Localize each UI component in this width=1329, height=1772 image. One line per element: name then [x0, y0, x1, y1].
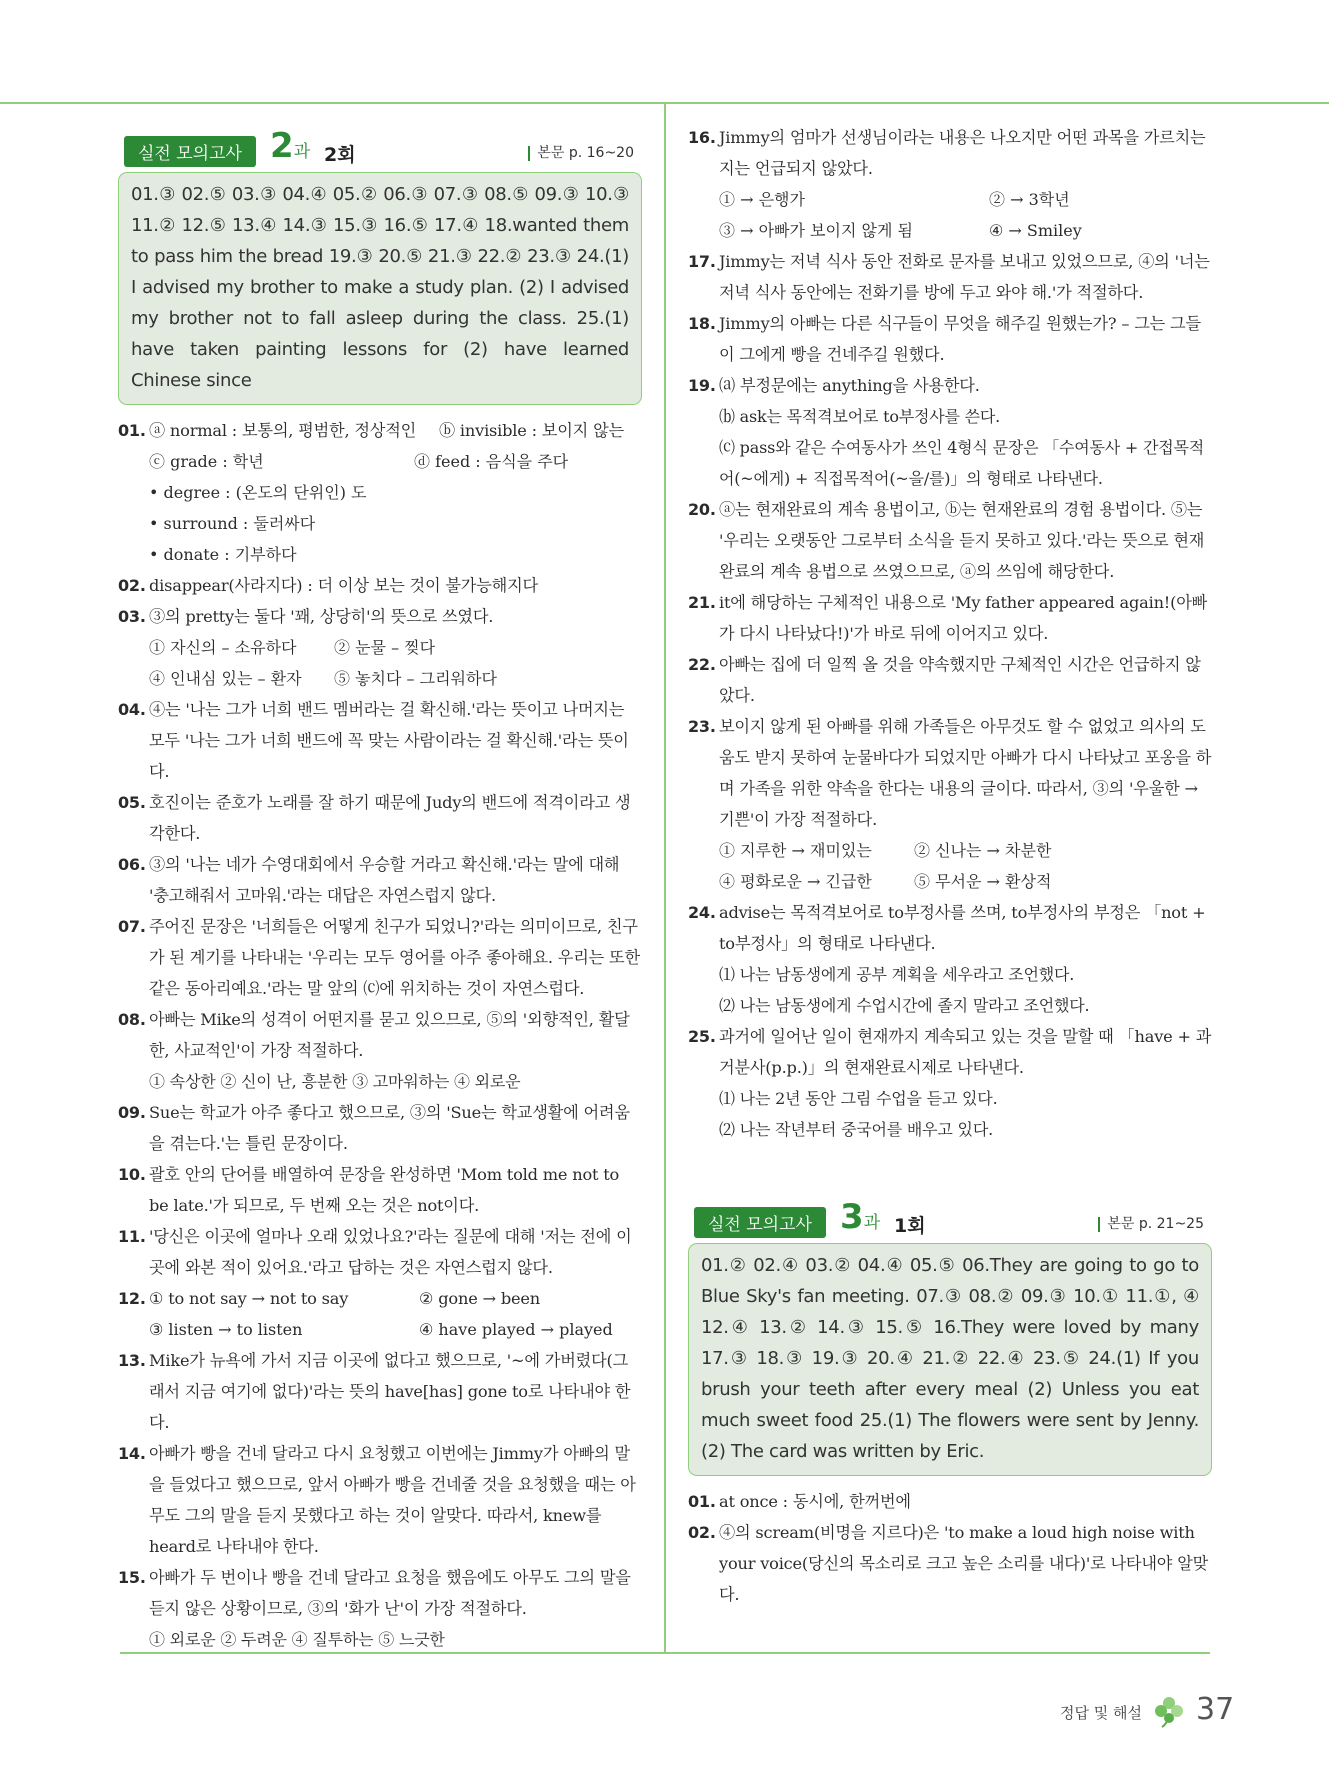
- left-column: [118, 120, 642, 1655]
- explanation-24: 24. advise는 목적격보어로 to부정사를 쓰며, to부정사의 부정은 「not + to부정사」의 형태로 나타낸다.: [688, 903, 1206, 953]
- explanation-11: 11. '당신은 이곳에 얼마나 오래 있었나요?'라는 질문에 대해 '저는 전에 이곳에 와본 적이 있어요.'라고 답하는 것은 자연스럽지 않다.: [118, 1227, 632, 1277]
- explanation-01: 01. ⓐ normal : 보통의, 평범한, 정상적인 ⓑ invisible : 보이지 않는: [118, 421, 624, 440]
- explanation-03: 03. ③의 pretty는 둘다 '꽤, 상당히'의 뜻으로 쓰였다.: [118, 607, 494, 626]
- explanation-25: 25. 과거에 일어난 일이 현재까지 계속되고 있는 것을 말할 때 「have + 과거분사(p.p.)」의 현재완료시제로 나타낸다.: [688, 1027, 1212, 1077]
- right-column: 16. Jimmy의 엄마가 선생님이라는 내용은 나오지만 어떤 과목을 가르치는지는 언급되지 않았다. ① → 은행가 ② → 3학년 ③ → 아빠가 보이지 않게 됨 ④ → Smiley 17. Jimmy는 저녁 식사 동안 전화로 문자를 보내고 있었으므로, ④의 '너는 저녁 식사 동안에는 전화기를 방에 두고 와야 해.'가 적절하다. 18. Jimmy의 아빠는 다른 식구들이 무엇을 해주길 원했는가? – 그는 그들이 그에게 빵을 건네주길 원했다. 19. ⒜ 부정문에는 anything을 사용한다. ⒝ ask는 목적격보어로 to부정사를 쓴다. ⒞ pass와 같은 수여동사가 쓰인 4형식 문장은 「수여동사 + 간접목적어(~에게) + 직접목적어(~을/를)」의 형태로 나타낸다. 20. ⓐ는 현재완료의 계속 용법이고, ⓑ는 현재완료의 경험 용법이다. ⑤는 '우리는 오랫동안 그로부터 소식을 듣지 못하고 있다.'라는 뜻으로 현재완료의 계속 용법으로 쓰였으므로, ⓐ의 쓰임에 해당한다. 21. it에 해당하는 구체적인 내용으로 'My father appeared again!(아빠가 다시 나타났다!)'가 바로 뒤에 이어지고 있다. 22. 아빠는 집에 더 일찍 올 것을 약속했지만 구체적인 시간은 언급하지 않았다. 23. 보이지 않게 된 아빠를 위해 가족들은 아무것도 할 수 없었고 의사의 도움도 받지 못하여 눈물바다가 되었지만 아빠가 다시 나타났고 포옹을 하며 가족을 위한 약속을 한다는 내용의 글이다. 따라서, ③의 '우울한 → 기쁜'이 가장 적절하다. ① 지루한 → 재미있는 ② 신나는 → 차분한 ④ 평화로운 → 긴급한 ⑤ 무서운 → 환상적 24. advise는 목적격보어로 to부정사를 쓰며, to부정사의 부정은 「not + to부정사」의 형태로 나타낸다. ⑴ 나는 남동생에게 공부 계획을 세우라고 조언했다. ⑵ 나는 남동생에게 수업시간에 졸지 말라고 조언했다. 25. 과거에 일어난 일이 현재까지 계속되고 있는 것을 말할 때 「have + 과거분사(p.p.)」의 현재완료시제로 나타낸다. ⑴ 나는 2년 동안 그림 수업을 듣고 있다. ⑵ 나는 작년부터 중국어를 배우고 있다. 실전 모의고사 3과 1회 본문 p. 21~25 01.② 02.④ 03.② 04.④ 05.⑤ 06.They are going to go to Blue Sky's fan meeting. 07.③ 08.② 09.③ 10.① 11.①, ④ 12.④ 13.② 14.③ 15.⑤ 16.They were loved by many 17.③ 18.③ 19.③ 20.④ 21.② 22.④ 23.⑤ 24.(1) If you brush your teeth after every meal (2) Unless you eat much sweet food 25.(1) The flowers were sent by Jenny. (2) The card was written by Eric. 01. at once : 동시에, 한꺼번에 02. ④의 scream(비명을 지르다)은 'to make a loud high noise with your voice(당신의 목소리로 크고 높은 소리를 내다)'로 나타내야 알맞다.: [688, 122, 1212, 1610]
- explanation-02: 02. disappear(사라지다) : 더 이상 보는 것이 불가능해지다: [118, 576, 538, 595]
- answer-key-box: [688, 1243, 1212, 1476]
- clover-leaf-icon: [1152, 1694, 1186, 1732]
- explanation-04: 04. ④는 '나는 그가 너희 밴드 멤버라는 걸 확신해.'라는 뜻이고 나머지는 모두 '나는 그가 너희 밴드에 꼭 맞는 사람이라는 걸 확신해.'라는 뜻이다.: [118, 700, 629, 781]
- explanation-01: 01. at once : 동시에, 한꺼번에: [688, 1492, 911, 1511]
- lesson-number: 2과: [270, 126, 310, 166]
- explanation-19: 19. ⒜ 부정문에는 anything을 사용한다.: [688, 376, 980, 395]
- answer-key-text: 01.② 02.④ 03.② 04.④ 05.⑤ 06.They are going to go to Blue Sky's fan meeting. 07.③ 08.② 09.③ 10.① 11.①, ④ 12.④ 13.② 14.③ 15.⑤ 16.They were loved by many 17.③ 18.③ 19.③ 20.④ 21.② 22.④ 23.⑤ 24.(1) If you brush your teeth after every meal (2) Unless you eat much sweet food 25.(1) The flowers were sent by Jenny. (2) The card was written by Eric.: [701, 1255, 1199, 1462]
- explanation-20: 20. ⓐ는 현재완료의 계속 용법이고, ⓑ는 현재완료의 경험 용법이다. ⑤는 '우리는 오랫동안 그로부터 소식을 듣지 못하고 있다.'라는 뜻으로 현재완료의 계속 용법으로 쓰였으므로, ⓐ의 쓰임에 해당한다.: [688, 500, 1205, 581]
- section-header-lesson2: [118, 120, 642, 172]
- section-badge: 실전 모의고사: [694, 1207, 826, 1238]
- section-badge: 실전 모의고사: [124, 136, 256, 167]
- explanation-09: 09. Sue는 학교가 아주 좋다고 했으므로, ③의 'Sue는 학교생활에 어려움을 겪는다.'는 틀린 문장이다.: [118, 1103, 630, 1153]
- explanation-10: 10. 괄호 안의 단어를 배열하여 문장을 완성하면 'Mom told me not to be late.'가 되므로, 두 번째 오는 것은 not이다.: [118, 1165, 620, 1215]
- explanations-left: 01. ⓐ normal : 보통의, 평범한, 정상적인 ⓑ invisible : 보이지 않는 ⓒ grade : 학년 ⓓ feed : 음식을 주다 • degree : (온도의 단위인) 도 • surround : 둘러싸다 • donate : 기부하다 02. disappear(사라지다) : 더 이상 보는 것이 불가능해지다 03. ③의 pretty는 둘다 '꽤, 상당히'의 뜻으로 쓰였다. ① 자신의 – 소유하다 ② 눈물 – 찢다 ④ 인내심 있는 – 환자 ⑤ 놓치다 – 그리워하다 04. ④는 '나는 그가 너희 밴드 멤버라는 걸 확신해.'라는 뜻이고 나머지는 모두 '나는 그가 너희 밴드에 꼭 맞는 사람이라는 걸 확신해.'라는 뜻이다. 05. 호진이는 준호가 노래를 잘 하기 때문에 Judy의 밴드에 적격이라고 생각한다. 06. ③의 '나는 네가 수영대회에서 우승할 거라고 확신해.'라는 말에 대해 '충고해줘서 고마워.'라는 대답은 자연스럽지 않다. 07. 주어진 문장은 '너희들은 어떻게 친구가 되었니?'라는 의미이므로, 친구가 된 계기를 나타내는 '우리는 모두 영어를 아주 좋아해요. 우리는 또한 같은 동아리예요.'라는 말 앞의 ⒞에 위치하는 것이 자연스럽다. 08. 아빠는 Mike의 성격이 어떤지를 묻고 있으므로, ⑤의 '외향적인, 활달한, 사교적인'이 가장 적절하다. ① 속상한 ② 신이 난, 흥분한 ③ 고마워하는 ④ 외로운 09. Sue는 학교가 아주 좋다고 했으므로, ③의 'Sue는 학교생활에 어려움을 겪는다.'는 틀린 문장이다. 10. 괄호 안의 단어를 배열하여 문장을 완성하면 'Mom told me not to be late.'가 되므로, 두 번째 오는 것은 not이다. 11. '당신은 이곳에 얼마나 오래 있었나요?'라는 질문에 대해 '저는 전에 이곳에 와본 적이 있어요.'라고 답하는 것은 자연스럽지 않다. 12. ① to not say → not to say ② gone → been ③ listen → to listen ④ have played → played 13. Mike가 뉴욕에 가서 지금 이곳에 없다고 했으므로, '~에 가버렸다(그래서 지금 여기에 없다)'라는 뜻의 have[has] gone to로 나타내야 한다. 14. 아빠가 빵을 건네 달라고 다시 요청했고 이번에는 Jimmy가 아빠의 말을 들었다고 했으므로, 앞서 아빠가 빵을 건네줄 것을 요청했을 때는 아무도 그의 말을 듣지 못했다고 하는 것이 알맞다. 따라서, knew를 heard로 나타내야 한다. 15. 아빠가 두 번이나 빵을 건네 달라고 요청을 했음에도 아무도 그의 말을 듣지 않은 상황이므로, ③의 '화가 난'이 가장 적절하다. ① 외로운 ② 두려운 ④ 질투하는 ⑤ 느긋한: [118, 415, 642, 1655]
- explanation-08: 08. 아빠는 Mike의 성격이 어떤지를 묻고 있으므로, ⑤의 '외향적인, 활달한, 사교적인'이 가장 적절하다.: [118, 1010, 630, 1060]
- explanation-14: 14. 아빠가 빵을 건네 달라고 다시 요청했고 이번에는 Jimmy가 아빠의 말을 들었다고 했으므로, 앞서 아빠가 빵을 건네줄 것을 요청했을 때는 아무도 그의 말을 듣지 못했다고 하는 것이 알맞다. 따라서, knew를 heard로 나타내야 한다.: [118, 1444, 636, 1556]
- explanation-16: 16. Jimmy의 엄마가 선생님이라는 내용은 나오지만 어떤 과목을 가르치는지는 언급되지 않았다.: [688, 128, 1206, 178]
- answer-key-text: 01.③ 02.⑤ 03.③ 04.④ 05.② 06.③ 07.③ 08.⑤ 09.③ 10.③ 11.② 12.⑤ 13.④ 14.③ 15.③ 16.⑤ 17.④ 18.wanted them to pass him the bread 19.③ 20.⑤ 21.③ 22.② 23.③ 24.(1) I advised my brother to make a study plan. (2) I advised my brother not to fall asleep during the class. 25.(1) have taken painting lessons for (2) have learned Chinese since: [131, 184, 629, 391]
- explanation-23: 23. 보이지 않게 된 아빠를 위해 가족들은 아무것도 할 수 없었고 의사의 도움도 받지 못하여 눈물바다가 되었지만 아빠가 다시 나타났고 포옹을 하며 가족을 위한 약속을 한다는 내용의 글이다. 따라서, ③의 '우울한 → 기쁜'이 가장 적절하다.: [688, 717, 1212, 829]
- round-label: 1회: [894, 1215, 926, 1237]
- explanation-13: 13. Mike가 뉴욕에 가서 지금 이곳에 없다고 했으므로, '~에 가버렸다(그래서 지금 여기에 없다)'라는 뜻의 have[has] gone to로 나타내야 한다.: [118, 1351, 631, 1432]
- page-reference: 본문 p. 21~25: [1098, 1217, 1204, 1232]
- footer-label: 정답 및 해설: [1060, 1704, 1142, 1722]
- explanation-12: 12. ① to not say → not to say ② gone → been: [118, 1289, 540, 1308]
- page-footer: [0, 1688, 1329, 1738]
- section-header-lesson3: [688, 1191, 1212, 1243]
- explanation-18: 18. Jimmy의 아빠는 다른 식구들이 무엇을 해주길 원했는가? – 그는 그들이 그에게 빵을 건네주길 원했다.: [688, 314, 1201, 364]
- explanation-17: 17. Jimmy는 저녁 식사 동안 전화로 문자를 보내고 있었으므로, ④의 '너는 저녁 식사 동안에는 전화기를 방에 두고 와야 해.'가 적절하다.: [688, 252, 1210, 302]
- explanation-22: 22. 아빠는 집에 더 일찍 올 것을 약속했지만 구체적인 시간은 언급하지 않았다.: [688, 655, 1201, 705]
- explanation-05: 05. 호진이는 준호가 노래를 잘 하기 때문에 Judy의 밴드에 적격이라고 생각한다.: [118, 793, 631, 843]
- column-divider: [664, 103, 666, 1653]
- round-label: 2회: [324, 144, 356, 166]
- explanation-21: 21. it에 해당하는 구체적인 내용으로 'My father appeared again!(아빠가 다시 나타났다!)'가 바로 뒤에 이어지고 있다.: [688, 593, 1208, 643]
- explanation-06: 06. ③의 '나는 네가 수영대회에서 우승할 거라고 확신해.'라는 말에 대해 '충고해줘서 고마워.'라는 대답은 자연스럽지 않다.: [118, 855, 620, 905]
- explanation-07: 07. 주어진 문장은 '너희들은 어떻게 친구가 되었니?'라는 의미이므로, 친구가 된 계기를 나타내는 '우리는 모두 영어를 아주 좋아해요. 우리는 또한 같은 동아리예요.'라는 말 앞의 ⒞에 위치하는 것이 자연스럽다.: [118, 917, 640, 998]
- lesson-number: 3과: [840, 1197, 880, 1237]
- answer-key-box: [118, 172, 642, 405]
- page-number: 37: [1196, 1692, 1235, 1727]
- explanation-02: 02. ④의 scream(비명을 지르다)은 'to make a loud high noise with your voice(당신의 목소리로 크고 높은 소리를 내다)'로 나타내야 알맞다.: [688, 1523, 1209, 1604]
- explanation-15: 15. 아빠가 두 번이나 빵을 건네 달라고 요청을 했음에도 아무도 그의 말을 듣지 않은 상황이므로, ③의 '화가 난'이 가장 적절하다.: [118, 1568, 631, 1618]
- page-reference: 본문 p. 16~20: [528, 146, 634, 161]
- explanations-lesson3: [688, 1486, 1212, 1610]
